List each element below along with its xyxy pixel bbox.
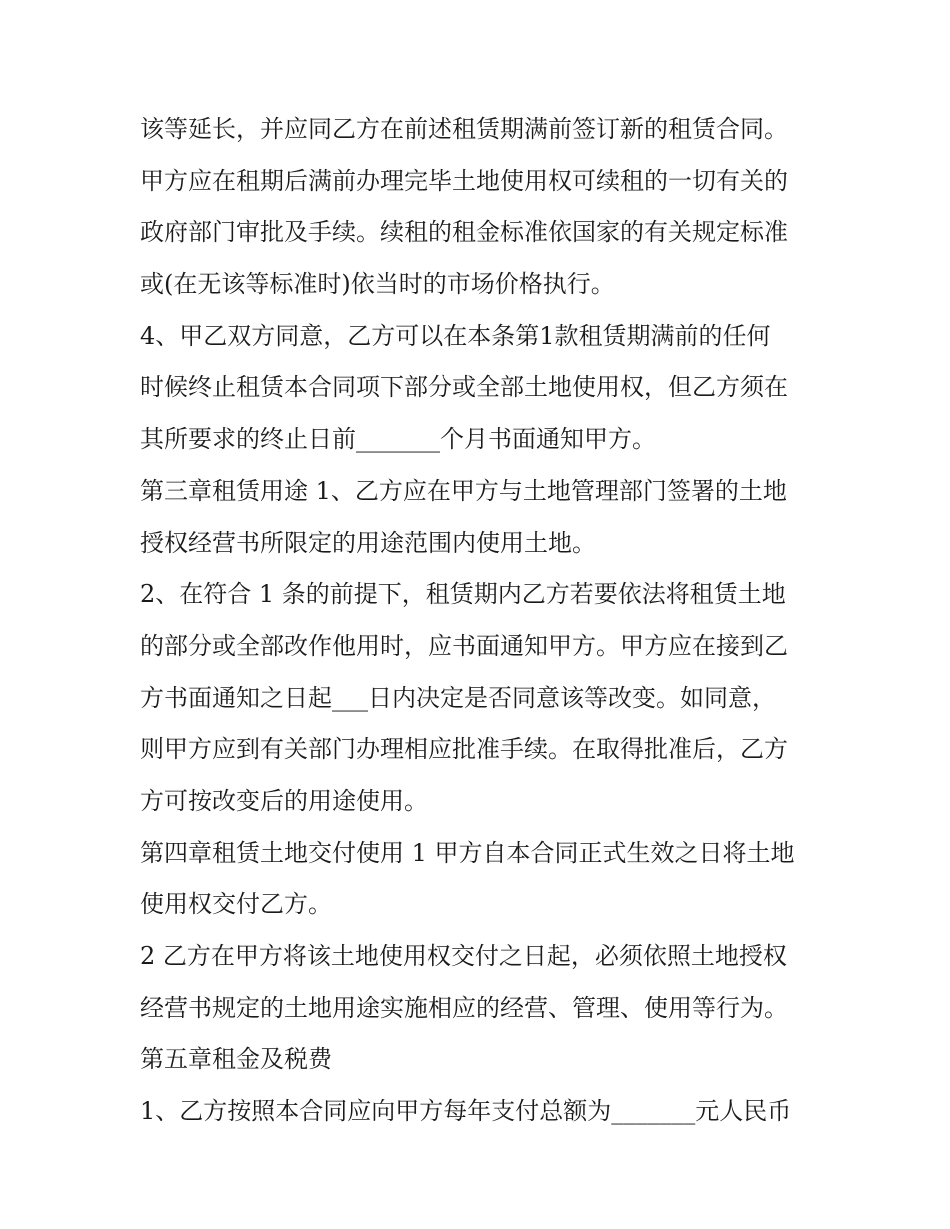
- text-line: 政府部门审批及手续。续租的租金标准依国家的有关规定标准: [140, 218, 788, 247]
- chapter-5-heading: 第五章租金及税费: [140, 1045, 332, 1074]
- text-line: 则甲方应到有关部门办理相应批准手续。在取得批准后，乙方: [140, 735, 788, 764]
- chapter-3-heading-line: 第三章租赁用途 1、乙方应在甲方与土地管理部门签署的土地: [140, 476, 787, 505]
- text-line: 甲方应在租期后满前办理完毕土地使用权可续租的一切有关的: [140, 166, 788, 195]
- text-line: 该等延长，并应同乙方在前述租赁期满前签订新的租赁合同。: [140, 115, 788, 143]
- text-line: 时候终止租赁本合同项下部分或全部土地使用权，但乙方须在: [140, 373, 788, 402]
- text-line: 或(在无该等标准时)依当时的市场价格执行。: [140, 270, 615, 299]
- chapter-4-heading-line: 第四章租赁土地交付使用 1 甲方自本合同正式生效之日将土地: [140, 838, 795, 867]
- text-line: 1、乙方按照本合同应向甲方每年支付总额为_______元人民币: [140, 1097, 792, 1126]
- text-line: 经营书规定的土地用途实施相应的经营、管理、使用等行为。: [140, 993, 788, 1022]
- text-line: 其所要求的终止日前_______个月书面通知甲方。: [140, 425, 656, 454]
- text-line: 方书面通知之日起___日内决定是否同意该等改变。如同意，: [140, 683, 776, 712]
- text-line: 2、在符合 1 条的前提下，租赁期内乙方若要依法将租赁土地: [140, 580, 786, 609]
- text-line: 方可按改变后的用途使用。: [140, 786, 428, 815]
- text-line: 4、甲乙双方同意，乙方可以在本条第1款租赁期满前的任何: [140, 321, 771, 350]
- text-line: 授权经营书所限定的用途范围内使用土地。: [140, 528, 596, 557]
- text-line: 的部分或全部改作他用时，应书面通知甲方。甲方应在接到乙: [140, 631, 788, 660]
- contract-text-body: [140, 104, 820, 1138]
- text-line: 使用权交付乙方。: [140, 890, 332, 919]
- text-line: 2 乙方在甲方将该土地使用权交付之日起，必须依照土地授权: [140, 942, 787, 970]
